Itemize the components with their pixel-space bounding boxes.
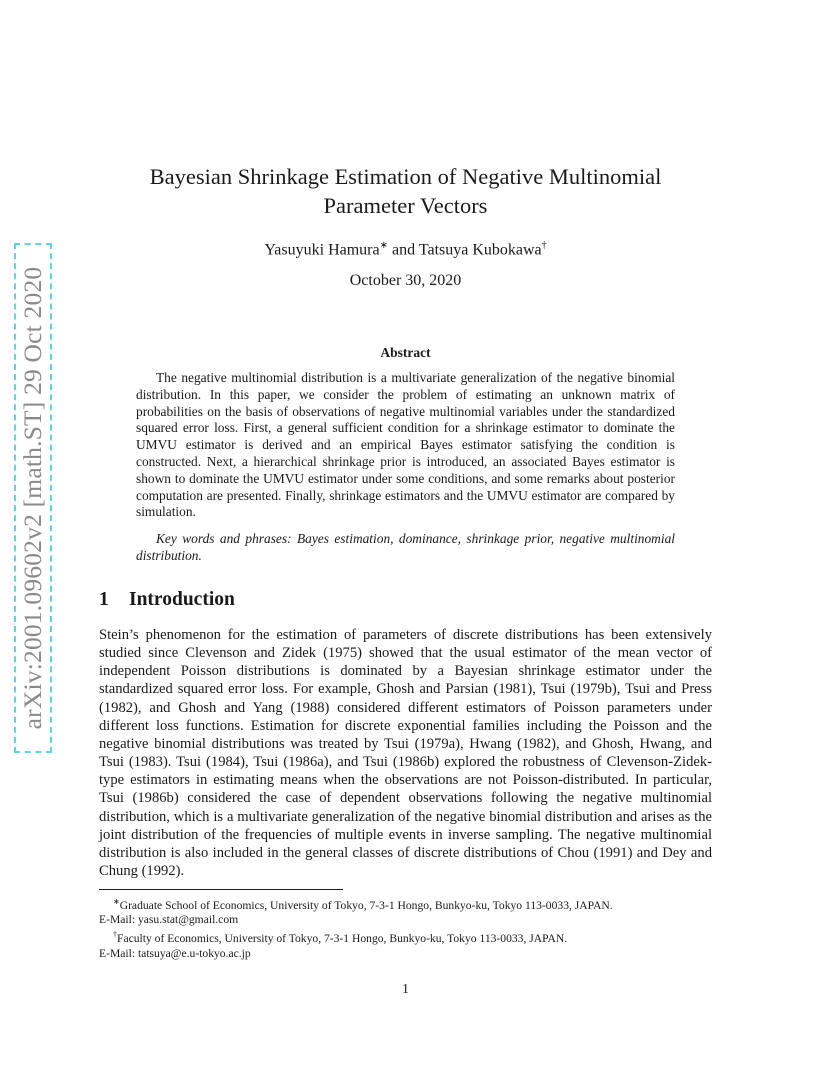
introduction-paragraph: Stein’s phenomenon for the estimation of parameters of discrete distributions has been extensively studied since Clevenson and Zidek (1975) showed that the usual estimator of the mean vector of independent Poisson distributions is dominated by a Bayesian shrinkage estimator under the standardized squared error loss. For example, Ghosh and Parsian (1981), Tsui (1979b), Tsui and Press (1982), and Ghosh and Yang (1988) considered different estimators of Poisson parameters under different loss functions. Estimation for discrete exponential families including the Poisson and the negative binomial distributions was treated by Tsui (1979a), Hwang (1982), and Ghosh, Hwang, and Tsui (1983). Tsui (1984), Tsui (1986a), and Tsui (1986b) explored the robustness of Clevenson-Zidek-type estimators in estimating means when the observations are not Poisson-distributed. In particular, Tsui (1986b) considered the case of dependent observations following the negative multinomial distribution, which is a multivariate generalization of the negative binomial distribution and arises as the joint distribution of the frequencies of multiple events in inverse sampling. The negative multinomial distribution is also included in the general classes of discrete distributions of Chou (1991) and Dey and Chung (1992).: [99, 627, 712, 880]
author-line: [100, 240, 711, 259]
section-heading-introduction: [99, 589, 235, 611]
section-number: 1: [99, 589, 109, 610]
arxiv-stamp: [14, 243, 52, 753]
arxiv-identifier: arXiv:2001.09602v2 [math.ST] 29 Oct 2020: [18, 266, 47, 730]
page-number: 1: [402, 982, 409, 997]
footnote-1-affiliation: [99, 895, 712, 913]
footnote-2-affiliation: [99, 928, 712, 946]
title-line-1: Bayesian Shrinkage Estimation of Negative Multinomial: [149, 164, 662, 189]
footnote-divider: [99, 889, 343, 890]
footnote-2-email: E-Mail: tatsuya@e.u-tokyo.ac.jp: [99, 946, 251, 960]
footnote-1-email: E-Mail: yasu.stat@gmail.com: [99, 913, 239, 927]
abstract-heading: Abstract: [380, 345, 431, 360]
footnote-2-mark: †: [113, 930, 117, 940]
author-1-footnote-mark: ∗: [379, 240, 388, 251]
footnote-1-text: Graduate School of Economics, University of Tokyo, 7-3-1 Hongo, Bunkyo-ku, Tokyo 113-0033, JAPAN.: [119, 898, 613, 912]
author-separator: and: [388, 241, 419, 259]
title-line-2: Parameter Vectors: [323, 193, 488, 218]
abstract-text: The negative multinomial distribution is a multivariate generalization of the negative binomial distribution. In this paper, we consider the problem of estimating an unknown matrix of probabilities on the basis of observations of negative multinomial variables under the standardized squared error loss. First, a general sufficient condition for a shrinkage estimator to dominate the UMVU estimator is derived and an empirical Bayes estimator satisfying the condition is constructed. Next, a hierarchical shrinkage prior is introduced, an associated Bayes estimator is shown to dominate the UMVU estimator under some conditions, and some remarks about posterior computation are presented. Finally, shrinkage estimators and the UMVU estimator are compared by simulation.: [136, 370, 675, 520]
section-title: Introduction: [129, 589, 235, 610]
paper-date: October 30, 2020: [349, 272, 462, 289]
paper-title: [100, 162, 711, 220]
author-2-name: Tatsuya Kubokawa: [418, 241, 542, 259]
footnotes: [99, 895, 712, 961]
footnote-1-mark: ∗: [113, 897, 120, 906]
keywords: Key words and phrases: Bayes estimation, dominance, shrinkage prior, negative multinomial distribution.: [136, 531, 675, 563]
author-2-footnote-mark: †: [541, 240, 547, 251]
author-1-name: Yasuyuki Hamura: [264, 241, 380, 259]
footnote-2-text: Faculty of Economics, University of Tokyo, 7-3-1 Hongo, Bunkyo-ku, Tokyo 113-0033, JAPAN.: [117, 931, 568, 945]
